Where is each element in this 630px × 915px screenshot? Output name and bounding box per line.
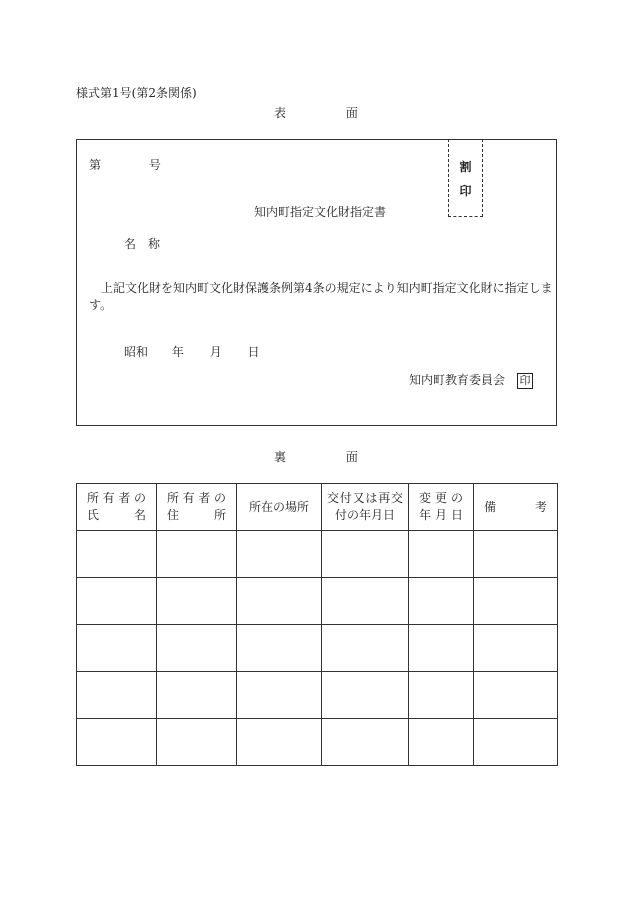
table-cell [322,672,409,719]
column-header-text: 氏 名 [87,508,146,522]
table-cell [474,578,558,625]
table-row [77,719,558,766]
certificate-number-prefix: 第 [89,158,102,172]
table-cell [474,719,558,766]
table-cell [237,625,322,672]
back-face-heading [274,448,358,465]
table-cell [237,531,322,578]
official-seal-mark: 印 [517,373,533,389]
table-cell [322,625,409,672]
table-cell [409,625,474,672]
table-cell [409,719,474,766]
column-header-text: 備 考 [484,499,547,514]
table-cell [77,719,157,766]
designation-statement-cont: す。 [89,298,113,312]
certificate-title: 知内町指定文化財指定書 [254,205,387,219]
table-cell [77,531,157,578]
table-cell [237,672,322,719]
tally-seal-box [448,139,483,217]
table-cell [409,672,474,719]
table-cell [237,719,322,766]
table-row [77,625,558,672]
certificate-number-suffix: 号 [148,158,161,172]
column-header-text: 住 所 [167,508,226,522]
front-face-heading [274,104,358,121]
table-cell [322,578,409,625]
column-header-location [237,484,322,531]
tally-seal-char1: 割 [459,160,472,174]
column-header-text: 交付又は再交 [327,491,403,505]
table-cell [157,531,237,578]
back-face-heading-char1: 裏 [274,450,287,464]
column-header-remarks [474,484,558,531]
column-header-text: 付の年月日 [334,508,395,522]
table-cell [77,625,157,672]
table-cell [409,578,474,625]
table-cell [237,578,322,625]
table-cell [157,578,237,625]
column-header-text: 年月日 [419,508,463,522]
year-label: 年 [171,345,184,359]
table-cell [409,531,474,578]
back-face-heading-char2: 面 [345,450,358,464]
column-header-text: 所在の場所 [248,499,309,514]
column-header-issue-date [322,484,409,531]
month-label: 月 [209,345,222,359]
ownership-history-table [76,483,558,766]
table-cell [77,672,157,719]
table-cell [322,719,409,766]
table-row [77,672,558,719]
table-row [77,531,558,578]
era-label: 昭和 [124,345,149,359]
issuer-name: 知内町教育委員会 [409,373,506,387]
issue-date [124,343,260,360]
column-header-text: 所有者の [167,491,226,505]
table-cell [77,578,157,625]
column-header-text: 所有者の [87,491,146,505]
table-cell [474,672,558,719]
front-face-heading-char2: 面 [345,106,358,120]
property-name-label: 名 称 [124,237,161,251]
day-label: 日 [247,345,260,359]
table-row [77,578,558,625]
form-number-label: 様式第1号(第2条関係) [76,86,197,100]
designation-statement: 上記文化財を知内町文化財保護条例第4条の規定により知内町指定文化財に指定しま [89,281,553,295]
table-cell [157,719,237,766]
table-cell [322,531,409,578]
tally-seal-char2: 印 [459,184,472,198]
table-cell [157,625,237,672]
issuer-line [409,371,533,389]
table-cell [474,625,558,672]
front-face-heading-char1: 表 [274,106,287,120]
column-header-owner-address [157,484,237,531]
table-cell [474,531,558,578]
table-cell [157,672,237,719]
column-header-owner-name [77,484,157,531]
certificate-number-line [89,156,161,173]
column-header-text: 変更の [419,491,463,505]
column-header-change-date [409,484,474,531]
table-header-row [77,484,558,531]
